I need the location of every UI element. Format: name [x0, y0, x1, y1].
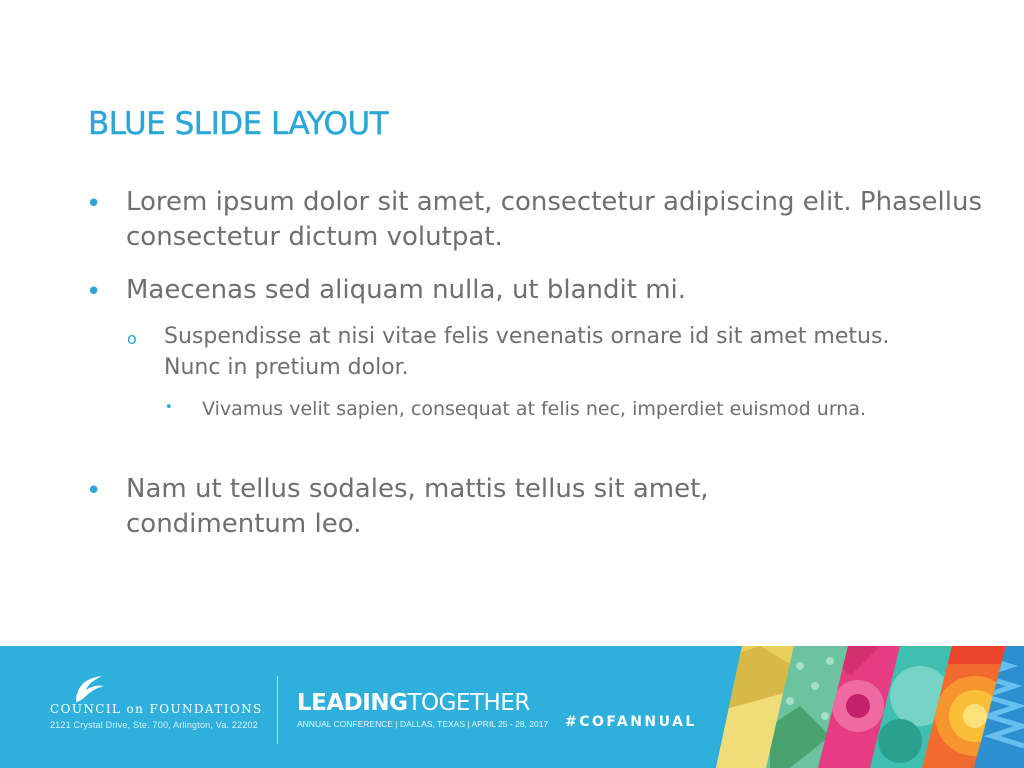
- sub-bullet-marker: o: [127, 329, 137, 348]
- org-name: COUNCIL on FOUNDATIONS: [50, 702, 263, 716]
- bullet-item: Nam ut tellus sodales, mattis tellus sit amet, condimentum leo.: [126, 474, 709, 539]
- event-subtitle: ANNUAL CONFERENCE | DALLAS, TEXAS | APRIL 25 - 28, 2017: [297, 719, 549, 729]
- hashtag: #COFANNUAL: [565, 714, 697, 730]
- bullet-marker: •: [86, 189, 102, 219]
- event-title-light: TOGETHER: [407, 690, 530, 716]
- bullet-marker: •: [86, 277, 102, 307]
- bullet-item: Maecenas sed aliquam nulla, ut blandit mi.: [126, 275, 687, 305]
- bullet-item: Lorem ipsum dolor sit amet, consectetur adipiscing elit. Phasellus consectetur dictum volutpat.: [126, 187, 982, 252]
- footer-banner: [0, 646, 1024, 768]
- sub-sub-bullet-item: Vivamus velit sapien, consequat at felis nec, imperdiet euismod urna.: [202, 398, 867, 420]
- org-address: 2121 Crystal Drive, Ste. 700, Arlington, Va. 22202: [50, 720, 258, 730]
- sub-bullet-item: Suspendisse at nisi vitae felis venenatis ornare id sit amet metus. Nunc in pretium dolor.: [164, 324, 890, 380]
- decorative-stripes: [0, 646, 1024, 768]
- bullet-marker: •: [86, 476, 102, 506]
- sub-sub-bullet-marker: •: [165, 400, 173, 415]
- event-title-bold: LEADING: [297, 690, 408, 716]
- slide-title: BLUE SLIDE LAYOUT: [88, 106, 389, 142]
